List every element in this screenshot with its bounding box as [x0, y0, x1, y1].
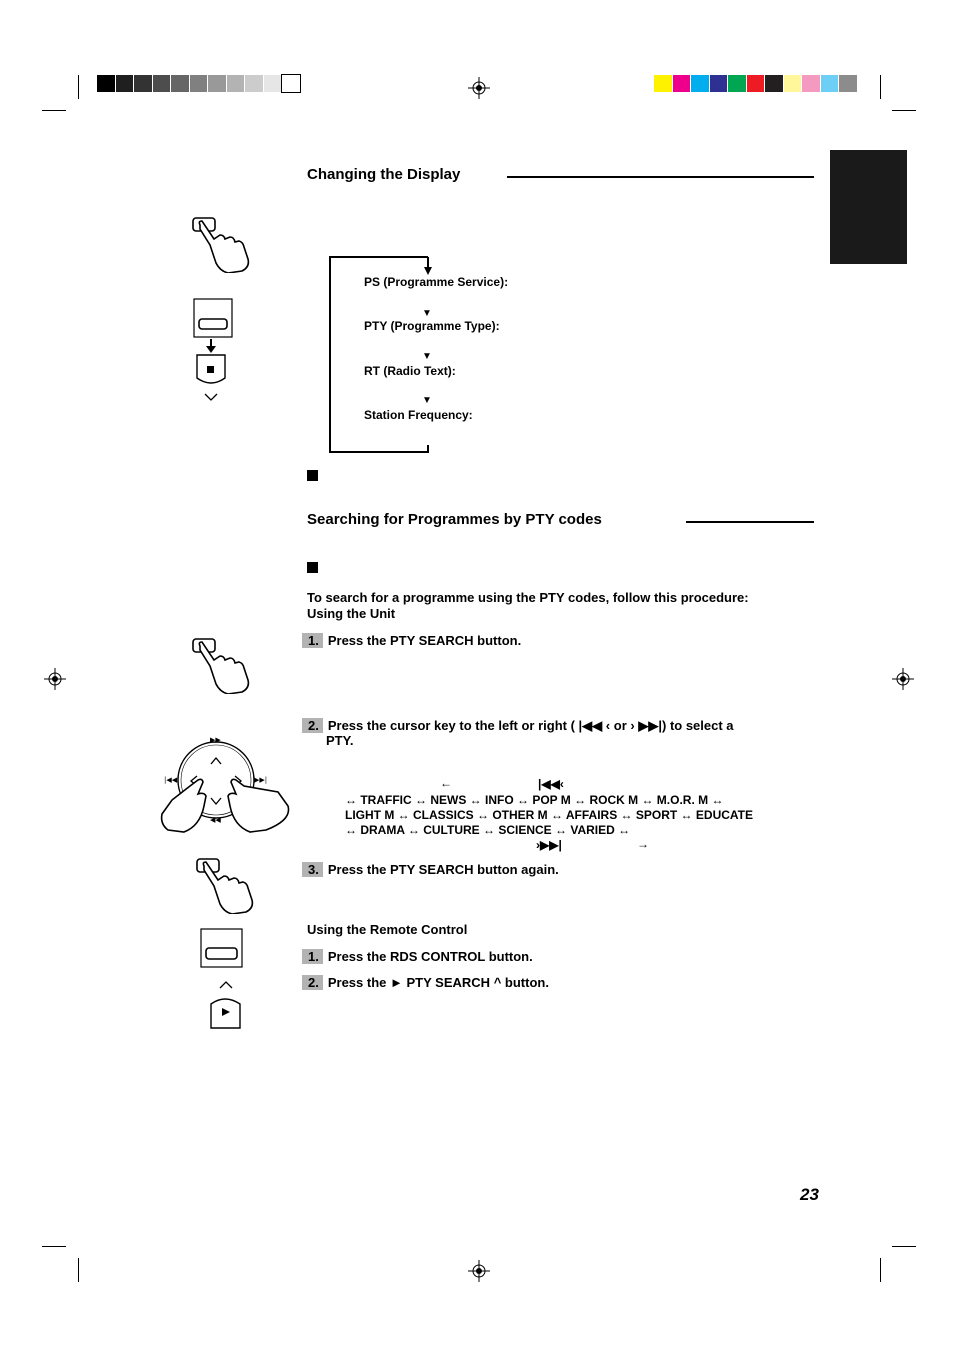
svg-text:◀◀: ◀◀	[210, 816, 221, 824]
using-unit-heading: Using the Unit	[307, 606, 396, 621]
chevron-left-icon: ‹	[605, 718, 611, 733]
heading-rule	[507, 176, 814, 178]
arrow-down-icon: ▼	[422, 308, 432, 319]
calibration-swatch	[654, 75, 672, 92]
registration-mark-icon	[468, 1260, 490, 1282]
stop-button-icon	[196, 354, 226, 386]
arrow-down-icon: ▼	[422, 395, 432, 406]
calibration-swatch	[190, 75, 208, 92]
pty-list-line-3: ↔ DRAMA ↔ CULTURE ↔ SCIENCE ↔ VARIED ↔	[345, 823, 631, 837]
arrow-down-icon	[205, 339, 217, 353]
step-number: 2.	[302, 975, 323, 990]
skip-back-icon: |◀◀	[578, 718, 603, 733]
calibration-swatch	[765, 75, 783, 92]
step-2	[302, 718, 734, 734]
calibration-swatch	[116, 75, 134, 92]
calibration-swatch	[673, 75, 691, 92]
chevron-down-icon	[204, 393, 218, 402]
procedure-intro: To search for a programme using the PTY codes, follow this procedure:	[307, 590, 749, 605]
calibration-swatch	[171, 75, 189, 92]
display-mode-rt: RT (Radio Text):	[364, 364, 456, 378]
button-icon	[200, 928, 243, 968]
crop-mark	[42, 1246, 66, 1247]
step-text: Press the PTY SEARCH button again.	[327, 862, 559, 877]
step-number: 3.	[302, 862, 323, 877]
step-text: ) to select a	[662, 718, 734, 733]
calibration-swatch	[245, 75, 263, 92]
step-text: Press the	[327, 975, 387, 990]
calibration-swatch	[691, 75, 709, 92]
step-text: Press the cursor key to the left or right (	[327, 718, 575, 733]
heading-rule	[686, 521, 814, 523]
hand-press-icon	[194, 856, 258, 914]
step-text: Press the RDS CONTROL button.	[327, 949, 533, 964]
page-number: 23	[800, 1185, 819, 1204]
calibration-swatch	[282, 75, 300, 92]
arrow-right-icon: →	[637, 837, 649, 851]
calibration-swatch	[784, 75, 802, 92]
step-text: PTY SEARCH	[406, 975, 491, 990]
section-heading-changing-display: Changing the Display	[307, 166, 461, 183]
step-2-continued: PTY.	[326, 733, 354, 748]
step-1	[302, 633, 521, 648]
section-heading-pty-search: Searching for Programmes by PTY codes	[307, 511, 602, 528]
arrow-left-icon: ←	[440, 776, 452, 790]
cursor-pad-icon	[158, 734, 294, 840]
display-mode-ps: PS (Programme Service):	[364, 275, 509, 289]
calibration-swatch	[802, 75, 820, 92]
calibration-swatch	[227, 75, 245, 92]
button-icon	[193, 298, 233, 338]
crop-mark	[42, 110, 66, 111]
note-square-icon	[307, 562, 318, 573]
display-mode-pty: PTY (Programme Type):	[364, 319, 500, 333]
chevron-right-icon: ›	[630, 718, 635, 733]
using-remote-heading: Using the Remote Control	[307, 922, 468, 937]
hand-press-icon	[190, 636, 254, 694]
calibration-swatch	[839, 75, 857, 92]
crop-mark	[880, 75, 881, 99]
step-text: button.	[504, 975, 549, 990]
calibration-swatch	[710, 75, 728, 92]
calibration-swatch	[208, 75, 226, 92]
step-number: 2.	[302, 718, 323, 733]
remote-step-1	[302, 949, 533, 964]
registration-mark-icon	[468, 77, 490, 99]
crop-mark	[880, 1258, 881, 1282]
calibration-swatch	[747, 75, 765, 92]
play-button-icon	[210, 995, 241, 1029]
crop-mark	[892, 110, 916, 111]
step-number: 1.	[302, 633, 323, 648]
skip-back-chevron-icon: |◀◀‹	[538, 777, 564, 791]
step-3	[302, 862, 559, 877]
pty-list-line-2: LIGHT M ↔ CLASSICS ↔ OTHER M ↔ AFFAIRS ↔ SPORT ↔ EDUCATE	[345, 808, 754, 822]
calibration-swatch	[97, 75, 115, 92]
arrow-down-icon: ▼	[422, 351, 432, 362]
pty-list-line-1: ↔ TRAFFIC ↔ NEWS ↔ INFO ↔ POP M ↔ ROCK M ↔ M.O.R. M ↔	[345, 793, 724, 807]
registration-mark-icon	[44, 668, 66, 690]
step-text: Press the PTY SEARCH button.	[327, 633, 522, 648]
hand-press-icon	[190, 215, 254, 273]
crop-mark	[78, 75, 79, 99]
chevron-up-icon: ^	[493, 975, 502, 990]
crop-mark	[78, 1258, 79, 1282]
display-mode-frequency: Station Frequency:	[364, 408, 473, 422]
note-square-icon	[307, 470, 318, 481]
step-number: 1.	[302, 949, 323, 964]
svg-text:|◀◀: |◀◀	[164, 776, 178, 784]
language-tab	[830, 150, 907, 264]
svg-text:▶▶: ▶▶	[210, 736, 221, 744]
remote-step-2	[302, 975, 549, 990]
calibration-swatch	[728, 75, 746, 92]
registration-mark-icon	[892, 668, 914, 690]
crop-mark	[892, 1246, 916, 1247]
calibration-swatch	[821, 75, 839, 92]
svg-text:▶▶|: ▶▶|	[254, 776, 268, 784]
calibration-swatch	[153, 75, 171, 92]
play-icon: ►	[390, 975, 403, 990]
calibration-swatch	[264, 75, 282, 92]
chevron-skip-forward-icon: ›▶▶|	[536, 838, 562, 852]
step-text-or: or	[613, 718, 627, 733]
chevron-up-icon	[219, 980, 233, 989]
skip-forward-icon: ▶▶|	[638, 718, 662, 733]
calibration-swatch	[134, 75, 152, 92]
